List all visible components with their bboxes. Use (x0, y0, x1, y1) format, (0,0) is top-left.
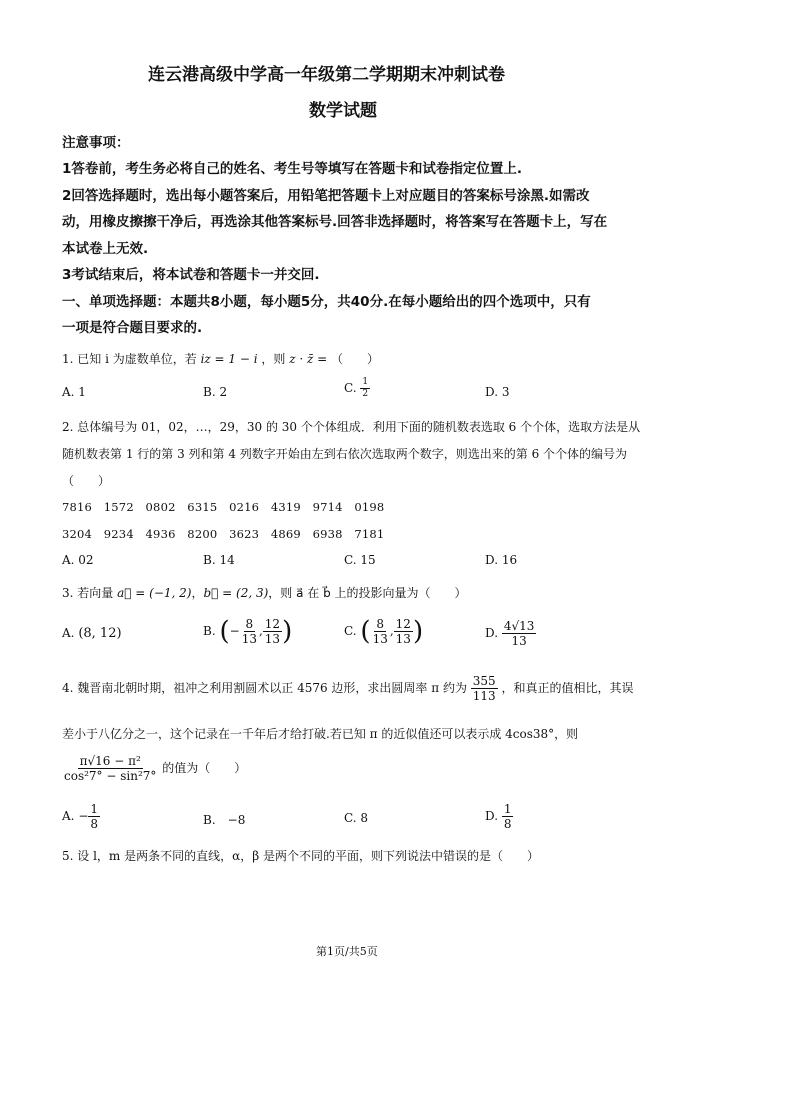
question-1-expr: iz = 1 − i (200, 352, 258, 366)
right-paren: ) (412, 616, 424, 647)
fraction-denominator: 13 (372, 632, 388, 646)
fraction-denominator: 113 (472, 689, 496, 703)
option-label: D. (485, 626, 499, 640)
pi-approx-fraction (471, 675, 498, 702)
notice-heading: 注意事项： (62, 135, 130, 151)
fraction (371, 618, 390, 645)
question-4-line-1 (62, 675, 634, 702)
left-paren: ( (360, 616, 371, 647)
q1-option-c-label: C. (344, 381, 357, 395)
q1-option-c-fraction (360, 378, 370, 399)
q2-option-a: A. 02 (62, 553, 94, 567)
fraction (88, 803, 100, 830)
fraction (263, 618, 282, 645)
notice-item-3: 3考试结束后，将本试卷和答题卡一并交回. (62, 267, 320, 283)
question-3-text: 3. 若向量 (62, 586, 114, 600)
comma: , (389, 624, 394, 638)
q4-option-b: B. −8 (203, 813, 246, 827)
q3-option-a-value: (8, 12) (78, 626, 122, 641)
minus-sign: − (78, 809, 89, 823)
vector-b: b⃗ = (2, 3) (203, 586, 269, 600)
exam-title: 连云港高级中学高一年级第二学期期末冲刺试卷 (148, 65, 505, 85)
left-paren: ( (219, 616, 230, 647)
comma: , (258, 624, 263, 638)
page-number: 第1页/共5页 (316, 945, 378, 958)
q4-option-c: C. 8 (344, 811, 369, 825)
fraction-numerator: 1 (503, 802, 512, 816)
option-label: A. (62, 809, 75, 823)
question-4-text-b: ，和真正的值相比，其误 (501, 681, 634, 695)
question-2-line-2: 随机数表第 1 行的第 3 列和第 4 列数字开始由左到右依次选取两个数字，则选出来的第 6 个个体的编号为 (62, 447, 628, 461)
section-heading-line-1: 一、单项选择题：本题共8小题，每小题5分，共40分.在每小题给出的四个选项中，只有 (62, 294, 591, 310)
q4-option-d (485, 803, 513, 830)
fraction-denominator: cos²7° − sin²7° (64, 769, 157, 783)
question-1-expr-2: z · z̄ = (289, 352, 328, 366)
option-label: A. (62, 626, 75, 640)
q2-option-b: B. 14 (203, 553, 235, 567)
question-4-line-2: 差小于八亿分之一，这个记录在一千年后才给打破.若已知 π 的近似值还可以表示成 4cos38°，则 (62, 727, 579, 741)
notice-item-1: 1答卷前，考生务必将自己的姓名、考生号等填写在答题卡和试卷指定位置上. (62, 161, 523, 177)
q1-option-b: B. 2 (203, 385, 228, 399)
question-4-line-3 (62, 755, 246, 782)
fraction (394, 618, 413, 645)
fraction-denominator: 13 (264, 632, 281, 646)
expression-fraction (62, 755, 158, 782)
question-1-paren: （ ） (331, 352, 380, 366)
question-3-text-b: ，则 a⃗ 在 b⃗ 上的投影向量为（ ） (268, 586, 467, 600)
fraction-denominator: 13 (241, 632, 257, 646)
exam-subtitle: 数学试题 (309, 101, 377, 121)
fraction-numerator: 8 (245, 617, 254, 631)
question-4-text-c: 的值为（ ） (162, 761, 247, 775)
q4-option-a (62, 803, 100, 830)
q2-option-d: D. 16 (485, 553, 518, 567)
fraction-denominator: 2 (362, 389, 369, 399)
fraction-numerator: π√16 − π² (79, 754, 141, 768)
minus-sign: − (229, 624, 240, 638)
question-1 (62, 350, 379, 367)
fraction-denominator: 13 (511, 634, 527, 648)
fraction (502, 620, 537, 647)
random-table-row-2: 3204 9234 4936 8200 3623 4869 6938 7181 (62, 527, 385, 541)
fraction (240, 618, 259, 645)
notice-item-2-line-1: 2回答选择题时，选出每小题答案后，用铅笔把答题卡上对应题目的答案标号涂黑.如需改 (62, 188, 590, 204)
fraction-numerator: 1 (90, 802, 99, 816)
fraction-denominator: 8 (503, 817, 512, 831)
q3-option-a (62, 626, 122, 641)
section-heading-line-2: 一项是符合题目要求的. (62, 320, 203, 336)
vector-a: a⃗ = (−1, 2) (117, 586, 192, 600)
option-label: C. (344, 624, 357, 638)
q3-option-c (344, 618, 423, 645)
q1-option-c (344, 378, 370, 399)
fraction-numerator: 12 (395, 617, 411, 631)
fraction-numerator: 4√13 (503, 619, 535, 633)
random-table-row-1: 7816 1572 0802 6315 0216 4319 9714 0198 (62, 500, 385, 514)
fraction-denominator: 8 (90, 817, 99, 831)
option-label: B. (203, 624, 216, 638)
question-1-text: 1. 已知 i 为虚数单位，若 (62, 352, 197, 366)
question-5: 5. 设 l，m 是两条不同的直线，α，β 是两个不同的平面，则下列说法中错误的是（ ） (62, 849, 539, 863)
right-paren: ) (282, 616, 293, 647)
option-label: D. (485, 809, 499, 823)
q1-option-d: D. 3 (485, 385, 510, 399)
q3-option-d (485, 620, 536, 647)
q2-option-c: C. 15 (344, 553, 376, 567)
question-1-text-b: ，则 (261, 352, 286, 366)
fraction (502, 803, 514, 830)
question-2-line-1: 2. 总体编号为 01，02，…，29，30 的 30 个个体组成．利用下面的随机数表选取 6 个个体，选取方法是从 (62, 420, 641, 434)
notice-item-2-line-3: 本试卷上无效. (62, 241, 149, 257)
question-3-sep: ， (191, 586, 204, 600)
q3-option-b (203, 618, 292, 645)
question-3 (62, 584, 467, 601)
q1-option-a: A. 1 (62, 385, 86, 399)
fraction-numerator: 355 (472, 674, 496, 688)
question-4-text: 4. 魏晋南北朝时期，祖冲之利用割圆术以正 4576 边形，求出圆周率 π 约为 (62, 681, 467, 695)
question-2-line-3: （ ） (62, 474, 111, 488)
fraction-numerator: 12 (264, 617, 281, 631)
fraction-denominator: 13 (395, 632, 411, 646)
fraction-numerator: 8 (376, 617, 385, 631)
notice-item-2-line-2: 动，用橡皮擦擦干净后，再选涂其他答案标号.回答非选择题时，将答案写在答题卡上，写在 (62, 214, 608, 230)
fraction-numerator: 1 (362, 377, 369, 387)
